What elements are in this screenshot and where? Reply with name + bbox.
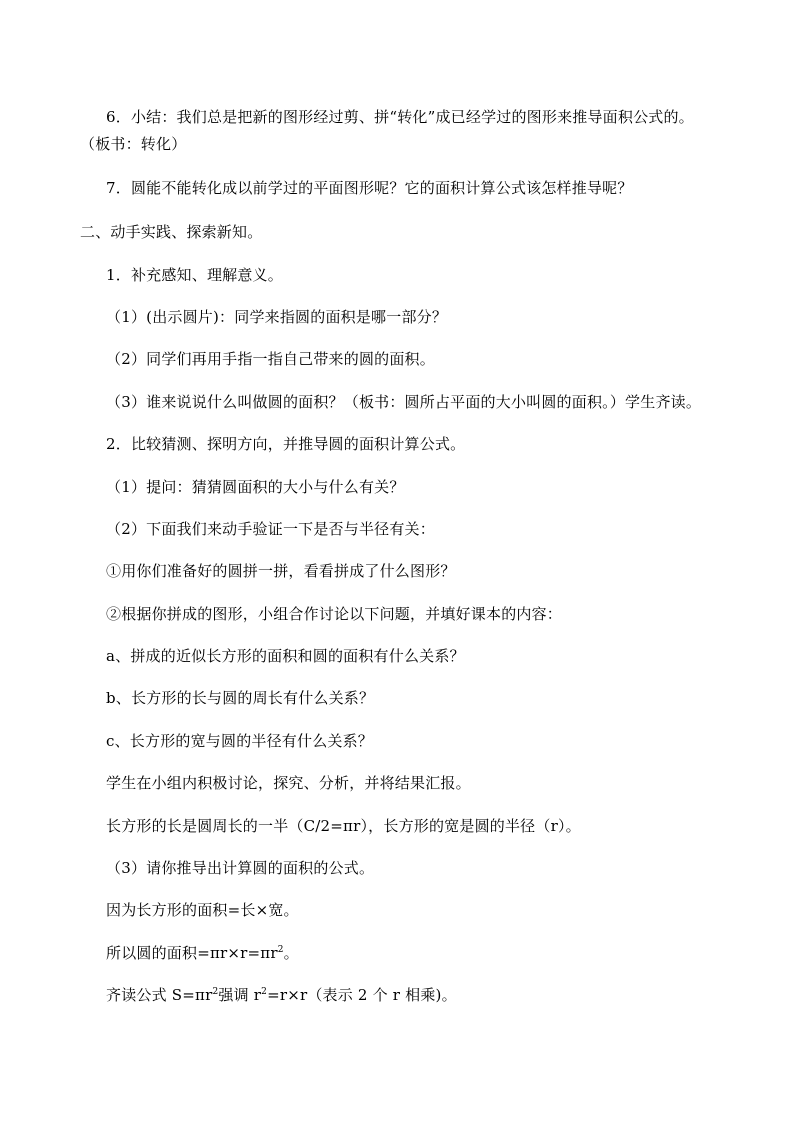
section-heading-2: 二、动手实践、探索新知。 bbox=[80, 223, 263, 241]
read-formula-line bbox=[106, 985, 457, 1005]
because-statement: 因为长方形的面积=长×宽。 bbox=[106, 901, 299, 919]
item-1-title: 1．补充感知、理解意义。 bbox=[106, 266, 283, 284]
item-1-sub-1: （1）(出示圆片)：同学来指圆的面积是哪一部分？ bbox=[106, 308, 448, 326]
area-formula-exponent: 2 bbox=[277, 945, 284, 955]
result-statement: 长方形的长是圆周长的一半（C/2=πr），长方形的宽是圆的半径（r）。 bbox=[106, 817, 581, 835]
item-2-sub-1: （1）提问：猜猜圆面积的大小与什么有关？ bbox=[106, 478, 405, 496]
item-2-title: 2．比较猜测、探明方向，并推导圆的面积计算公式。 bbox=[106, 435, 466, 453]
area-formula-end: 。 bbox=[283, 944, 299, 962]
read-formula-text-3: =r×r（表示 2 个 r 相乘)。 bbox=[267, 986, 457, 1004]
read-formula-exponent-1: 2 bbox=[212, 987, 219, 997]
area-formula-line bbox=[106, 943, 299, 963]
area-formula-text: 所以圆的面积=πr×r=πr bbox=[106, 944, 278, 962]
question-a: a、拼成的近似长方形的面积和圆的面积有什么关系？ bbox=[106, 647, 465, 665]
question-7: 7．圆能不能转化成以前学过的平面图形呢？它的面积计算公式该怎样推导呢？ bbox=[106, 179, 633, 197]
read-formula-text-1: 齐读公式 S=πr bbox=[106, 986, 213, 1004]
item-2-step-2: ②根据你拼成的图形，小组合作讨论以下问题，并填好课本的内容： bbox=[106, 605, 563, 623]
discussion-note: 学生在小组内积极讨论，探究、分析，并将结果汇报。 bbox=[106, 774, 471, 792]
item-1-sub-2: （2）同学们再用手指一指自己带来的圆的面积。 bbox=[106, 350, 435, 368]
item-2-step-1: ①用你们准备好的圆拼一拼，看看拼成了什么图形？ bbox=[106, 562, 456, 580]
summary-line-1: 6．小结：我们总是把新的图形经过剪、拼“转化”成已经学过的图形来推导面积公式的。 bbox=[106, 108, 694, 126]
item-2-sub-2: （2）下面我们来动手验证一下是否与半径有关： bbox=[106, 520, 435, 538]
read-formula-text-2: 强调 r bbox=[218, 986, 262, 1004]
question-b: b、长方形的长与圆的周长有什么关系？ bbox=[106, 689, 375, 707]
item-1-sub-3: （3）谁来说说什么叫做圆的面积？（板书：圆所占平面的大小叫圆的面积。）学生齐读。 bbox=[106, 393, 702, 411]
summary-line-2: （板书：转化） bbox=[80, 135, 187, 153]
read-formula-exponent-2: 2 bbox=[261, 987, 268, 997]
item-2-sub-3: （3）请你推导出计算圆的面积的公式。 bbox=[106, 859, 375, 877]
question-c: c、长方形的宽与圆的半径有什么关系？ bbox=[106, 732, 374, 750]
